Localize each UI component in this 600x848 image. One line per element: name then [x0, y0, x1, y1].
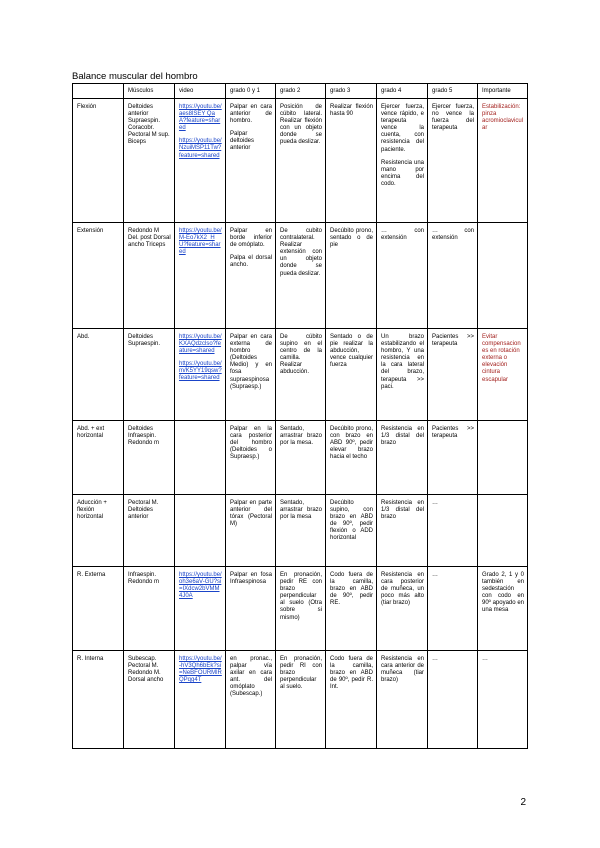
movement-label: Abd. — [77, 334, 90, 341]
grade-text: en pronac., palpar vía axilar en cara ant. del omóplato (Subescap.) — [230, 656, 272, 698]
important-cell — [478, 495, 528, 567]
header-grade-4: grado 4 — [377, 84, 428, 99]
video-link[interactable]: https://youtu.be/aes8lSEY QaA?feature=shared — [179, 104, 222, 132]
grade-text: En pronación, pedir RE con brazo perpendicular al suelo (Otra sobre si mismo) — [280, 572, 322, 621]
header-movement — [73, 84, 124, 99]
grade-text: Resistencia en cara anterior de muñeca (tiar brazo) — [381, 656, 424, 684]
movement-cell — [73, 567, 124, 651]
grade-2-cell — [276, 421, 326, 495]
header-grade-0-1: grado 0 y 1 — [226, 84, 276, 99]
grade-text: De cubito contralateral. Realizar extensión con un objeto donde se pueda deslizar. — [280, 228, 322, 277]
grade-3-cell — [326, 651, 377, 749]
muscles-text: Deltoides anterior Supraespin. Coracobr. Pectoral M sup. Biceps — [128, 104, 170, 146]
grade-text: … — [432, 656, 438, 663]
grade-text: Palpar en parte anterior del tórax (Pectoral M) — [230, 500, 272, 528]
grade-5-cell — [428, 329, 478, 421]
video-cell — [175, 223, 226, 329]
grade-4-cell — [377, 329, 428, 421]
grade-text: Sentado, arrastrar brazo por la mesa — [280, 500, 322, 521]
grade-2-cell — [276, 567, 326, 651]
grade-text: Palpar en cara anterior de hombro. — [230, 104, 272, 125]
grade-0-1-cell — [226, 651, 276, 749]
grade-text: … con extensión — [432, 228, 474, 242]
grade-0-1-cell — [226, 99, 276, 223]
grade-text: Palpar en fosa Infraespinosa — [230, 572, 272, 586]
important-cell — [478, 421, 528, 495]
grade-2-cell — [276, 651, 326, 749]
video-cell — [175, 99, 226, 223]
grade-0-1-cell — [226, 495, 276, 567]
muscles-text: Subescap. Pectoral M. Redondo M. Dorsal ancho — [128, 656, 164, 684]
grade-text: … — [432, 572, 438, 579]
muscles-cell — [124, 99, 175, 223]
grade-5-cell — [428, 495, 478, 567]
muscles-cell — [124, 421, 175, 495]
video-link[interactable]: https://youtu.be/-hV3Qh6bEk?si=NeBFOURMlRQPqg4T — [179, 656, 222, 684]
grade-4-cell — [377, 651, 428, 749]
table-row — [73, 567, 528, 651]
grade-text: Palpar en cara externa de hombro (Deltoides Medio) y en fosa supraespinosa (Supraesp.) — [230, 334, 272, 390]
grade-text: Ejercer fuerza, no vence la fuerza del terapeuta — [432, 104, 474, 132]
grade-4-cell — [377, 495, 428, 567]
table-header-row — [73, 84, 528, 99]
muscles-text: Infraespin. Redondo m — [128, 572, 160, 586]
grade-text: Palpar en borde inferior de omóplato. — [230, 228, 272, 249]
video-link[interactable]: https://youtu.be/NzuiMSP11Tw?feature=shared — [179, 138, 222, 159]
muscles-text: Redondo M Del. post Dorsal ancho Triceps — [128, 228, 171, 249]
grade-text: Codo fuera de la camilla, brazo en ABD de 90º, pedir RE. — [330, 572, 373, 607]
grade-text: Pacientes >> terapeuta — [432, 334, 474, 348]
muscles-text: Deltoides Infraespin. Redondo m — [128, 426, 160, 447]
header-muscles: Músculos — [124, 84, 175, 99]
grade-0-1-cell — [226, 223, 276, 329]
grade-text: Palpar en la cara posterior del hombro (Deltoides o Supraesp.) — [230, 426, 272, 461]
header-grade-5: grado 5 — [428, 84, 478, 99]
important-cell — [478, 329, 528, 421]
grade-text: … — [432, 500, 438, 507]
grade-3-cell — [326, 495, 377, 567]
muscles-cell — [124, 223, 175, 329]
grade-text: Resistencia en 1/3 distal del brazo — [381, 426, 424, 447]
grade-4-cell — [377, 421, 428, 495]
video-cell — [175, 495, 226, 567]
movement-cell — [73, 421, 124, 495]
video-cell — [175, 421, 226, 495]
grade-text: Realizar flexión hasta 90 — [330, 104, 373, 118]
movement-cell — [73, 329, 124, 421]
muscles-text: Pectoral M. Deltoides anterior — [128, 500, 159, 521]
important-text: Grado 2, 1 y 0 también en sedestación con codo en 90º apoyado en una mesa — [482, 572, 524, 614]
header-grade-2: grado 2 — [276, 84, 326, 99]
grade-4-cell — [377, 567, 428, 651]
table-row — [73, 329, 528, 421]
table-row — [73, 421, 528, 495]
movement-label: Abd. + ext horizontal — [77, 426, 105, 440]
grade-4-cell — [377, 99, 428, 223]
page-number: 2 — [520, 797, 526, 808]
video-link[interactable]: https://youtu.be/KXAQdzclso?feature=shared — [179, 334, 222, 355]
grade-5-cell — [428, 567, 478, 651]
grade-text: Un brazo estabilizando el hombro, Y una resistencia en la cara lateral del brazo, terapeuta >> paci. — [381, 334, 424, 390]
video-link[interactable]: https://youtu.be/oh3e6aV-GU?si=IXdcw2bVMM4J0A — [179, 572, 222, 600]
movement-label: Aducción + flexión horizontal — [77, 500, 107, 521]
important-cell — [478, 223, 528, 329]
grade-text: Sentado, arrastrar brazo por la mesa. — [280, 426, 322, 447]
header-grade-3: grado 3 — [326, 84, 377, 99]
important-text: … — [482, 656, 488, 663]
grade-3-cell — [326, 567, 377, 651]
grade-text: Resistencia en cara posterior de muñeca, un poco más alto (tiar brazo) — [381, 572, 424, 607]
movement-label: R. Externa — [77, 572, 106, 579]
grade-text: Pacientes >> terapeuta — [432, 426, 474, 440]
video-cell — [175, 651, 226, 749]
header-video: video — [175, 84, 226, 99]
grade-0-1-cell — [226, 567, 276, 651]
movement-cell — [73, 495, 124, 567]
grade-text: Ejercer fuerza, vence rápido, e terapeuta vence la cuenta, con resistencia del paciente. — [381, 104, 424, 153]
grade-2-cell — [276, 223, 326, 329]
movement-cell — [73, 99, 124, 223]
video-cell — [175, 329, 226, 421]
table-row — [73, 651, 528, 749]
grade-5-cell — [428, 651, 478, 749]
grade-text: Resistencia en 1/3 distal del brazo — [381, 500, 424, 521]
grade-2-cell — [276, 329, 326, 421]
grade-text: Sentado o de pie realizar la abducción, vence cualquier fuerza — [330, 334, 373, 369]
movement-cell — [73, 651, 124, 749]
grade-5-cell — [428, 223, 478, 329]
movement-label: Flexión — [77, 104, 97, 111]
grade-text: Decúbito supino, con brazo en ABD de 90º, pedir flexión o ADD horizontal — [330, 500, 373, 542]
important-cell — [478, 99, 528, 223]
grade-2-cell — [276, 495, 326, 567]
movement-label: Extensión — [77, 228, 104, 235]
grade-text: De cúbito supino en el centro de la camilla. Realizar abducción. — [280, 334, 322, 376]
movement-label: R. Interna — [77, 656, 104, 663]
grade-text: Resistencia una mano por encima del codo. — [381, 159, 424, 187]
video-link[interactable]: https://youtu.be/M-Eo7kX2_HU?feature=shared — [179, 228, 222, 256]
grade-text: … con extensión — [381, 228, 424, 242]
grade-text: Decúbito prono, con brazo en ABD 90º, pedir elevar brazo hacia el techo — [330, 426, 373, 461]
muscles-cell — [124, 651, 175, 749]
grade-3-cell — [326, 99, 377, 223]
muscles-cell — [124, 495, 175, 567]
muscles-cell — [124, 567, 175, 651]
video-link[interactable]: https://youtu.be/m/K5YY19qsw?feature=shared — [179, 361, 222, 382]
important-text: Estabilización: pinza acromioclavicular — [482, 104, 524, 132]
important-cell — [478, 567, 528, 651]
table-row — [73, 495, 528, 567]
muscles-text: Deltoides Supraespin. — [128, 334, 161, 348]
muscles-cell — [124, 329, 175, 421]
important-cell — [478, 651, 528, 749]
grade-4-cell — [377, 223, 428, 329]
grade-5-cell — [428, 99, 478, 223]
grade-text: Palpa el dorsal ancho. — [230, 255, 272, 269]
grade-0-1-cell — [226, 421, 276, 495]
grade-text: Palpar deltoides anterior — [230, 131, 255, 152]
grade-0-1-cell — [226, 329, 276, 421]
grade-3-cell — [326, 329, 377, 421]
muscle-balance-table — [72, 83, 528, 749]
grade-text: Posición de cúbito lateral. Realizar flexión con un objeto donde se pueda deslizar. — [280, 104, 322, 146]
grade-text: Decúbito prono, sentado o de pie — [330, 228, 373, 249]
table-row — [73, 99, 528, 223]
important-text: Evitar compensaciones en rotación externa o elevación cintura escapular — [482, 334, 521, 383]
table-row — [73, 223, 528, 329]
movement-cell — [73, 223, 124, 329]
grade-3-cell — [326, 421, 377, 495]
page-title: Balance muscular del hombro — [72, 71, 198, 82]
grade-5-cell — [428, 421, 478, 495]
grade-2-cell — [276, 99, 326, 223]
header-important: Importante — [478, 84, 528, 99]
grade-text: En pronación, pedir RI con brazo perpendicular al suelo. — [280, 656, 322, 691]
video-cell — [175, 567, 226, 651]
grade-text: Codo fuera de la camilla, brazo en ABD de 90º, pedir R. Int. — [330, 656, 373, 691]
grade-3-cell — [326, 223, 377, 329]
